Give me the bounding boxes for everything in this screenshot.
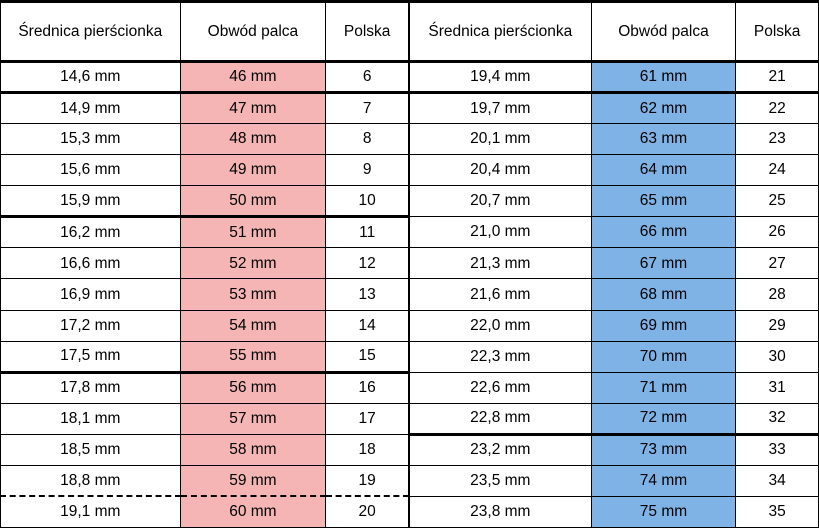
cell-polish-size: 8 — [326, 124, 409, 155]
cell-polish-size: 15 — [326, 341, 409, 372]
cell-diameter: 14,6 mm — [1, 62, 181, 93]
cell-diameter: 22,8 mm — [410, 403, 592, 434]
cell-circumference: 52 mm — [180, 248, 326, 279]
cell-diameter: 18,5 mm — [1, 434, 181, 465]
cell-circumference: 54 mm — [180, 310, 326, 341]
cell-diameter: 18,8 mm — [1, 465, 181, 496]
cell-polish-size: 25 — [736, 186, 819, 217]
cell-circumference: 58 mm — [180, 434, 326, 465]
cell-circumference: 47 mm — [180, 93, 326, 124]
cell-circumference: 70 mm — [591, 341, 736, 372]
cell-polish-size: 12 — [326, 248, 409, 279]
cell-diameter: 21,6 mm — [410, 279, 592, 310]
cell-circumference: 60 mm — [180, 496, 326, 527]
cell-diameter: 19,7 mm — [410, 93, 592, 124]
cell-circumference: 73 mm — [591, 434, 736, 465]
table-row — [1, 279, 409, 310]
cell-circumference: 59 mm — [180, 465, 326, 496]
cell-polish-size: 9 — [326, 155, 409, 186]
header-row-right — [410, 2, 819, 62]
cell-circumference: 75 mm — [591, 496, 736, 527]
table-row — [410, 93, 819, 124]
header-row-left — [1, 2, 409, 62]
cell-diameter: 16,6 mm — [1, 248, 181, 279]
cell-circumference: 63 mm — [591, 124, 736, 155]
cell-diameter: 17,8 mm — [1, 372, 181, 403]
cell-polish-size: 21 — [736, 62, 819, 93]
table-row — [410, 496, 819, 527]
cell-circumference: 72 mm — [591, 403, 736, 434]
cell-polish-size: 30 — [736, 341, 819, 372]
cell-circumference: 67 mm — [591, 248, 736, 279]
table-row — [1, 403, 409, 434]
table-row — [410, 341, 819, 372]
cell-polish-size: 14 — [326, 310, 409, 341]
cell-polish-size: 13 — [326, 279, 409, 310]
cell-diameter: 22,0 mm — [410, 310, 592, 341]
cell-diameter: 19,1 mm — [1, 496, 181, 527]
cell-diameter: 22,3 mm — [410, 341, 592, 372]
table-row — [1, 341, 409, 372]
table-row — [410, 465, 819, 496]
cell-diameter: 14,9 mm — [1, 93, 181, 124]
cell-polish-size: 23 — [736, 124, 819, 155]
cell-polish-size: 33 — [736, 434, 819, 465]
table-row — [1, 62, 409, 93]
header-circumference-right: Obwód palca — [591, 2, 736, 62]
table-row — [1, 186, 409, 217]
table-row — [410, 248, 819, 279]
table-row — [1, 465, 409, 496]
cell-circumference: 53 mm — [180, 279, 326, 310]
cell-circumference: 68 mm — [591, 279, 736, 310]
cell-circumference: 74 mm — [591, 465, 736, 496]
cell-polish-size: 32 — [736, 403, 819, 434]
cell-circumference: 64 mm — [591, 155, 736, 186]
table-row — [1, 93, 409, 124]
table-row — [410, 155, 819, 186]
cell-polish-size: 6 — [326, 62, 409, 93]
table-row — [410, 217, 819, 248]
cell-polish-size: 28 — [736, 279, 819, 310]
cell-diameter: 18,1 mm — [1, 403, 181, 434]
cell-polish-size: 29 — [736, 310, 819, 341]
table-row — [1, 372, 409, 403]
cell-diameter: 22,6 mm — [410, 372, 592, 403]
cell-polish-size: 20 — [326, 496, 409, 527]
table-row — [1, 310, 409, 341]
cell-polish-size: 34 — [736, 465, 819, 496]
cell-polish-size: 35 — [736, 496, 819, 527]
table-row — [410, 310, 819, 341]
table-body-right — [410, 62, 819, 528]
cell-circumference: 69 mm — [591, 310, 736, 341]
header-diameter-left: Średnica pierścionka — [1, 2, 181, 62]
table-row — [410, 279, 819, 310]
header-polish-size-right: Polska — [736, 2, 819, 62]
cell-diameter: 20,1 mm — [410, 124, 592, 155]
cell-diameter: 17,5 mm — [1, 341, 181, 372]
table-head-right — [410, 2, 819, 62]
header-circumference-left: Obwód palca — [180, 2, 326, 62]
table-row — [410, 372, 819, 403]
table-row — [1, 217, 409, 248]
cell-diameter: 23,8 mm — [410, 496, 592, 527]
cell-polish-size: 18 — [326, 434, 409, 465]
cell-circumference: 48 mm — [180, 124, 326, 155]
table-row — [1, 155, 409, 186]
cell-diameter: 21,3 mm — [410, 248, 592, 279]
cell-polish-size: 10 — [326, 186, 409, 217]
table-row — [410, 403, 819, 434]
cell-diameter: 15,3 mm — [1, 124, 181, 155]
cell-circumference: 56 mm — [180, 372, 326, 403]
cell-diameter: 16,9 mm — [1, 279, 181, 310]
cell-polish-size: 31 — [736, 372, 819, 403]
cell-circumference: 51 mm — [180, 217, 326, 248]
cell-diameter: 17,2 mm — [1, 310, 181, 341]
header-diameter-right: Średnica pierścionka — [410, 2, 592, 62]
cell-circumference: 49 mm — [180, 155, 326, 186]
ring-size-table-left — [0, 0, 409, 528]
ring-size-table-right — [409, 0, 819, 528]
cell-circumference: 62 mm — [591, 93, 736, 124]
cell-circumference: 71 mm — [591, 372, 736, 403]
header-polish-size-left: Polska — [326, 2, 409, 62]
cell-polish-size: 11 — [326, 217, 409, 248]
table-row — [1, 124, 409, 155]
table-body-left — [1, 62, 409, 528]
cell-diameter: 20,7 mm — [410, 186, 592, 217]
cell-diameter: 23,2 mm — [410, 434, 592, 465]
cell-polish-size: 27 — [736, 248, 819, 279]
cell-circumference: 55 mm — [180, 341, 326, 372]
table-row — [410, 62, 819, 93]
table-row — [410, 186, 819, 217]
cell-diameter: 21,0 mm — [410, 217, 592, 248]
cell-circumference: 65 mm — [591, 186, 736, 217]
cell-polish-size: 16 — [326, 372, 409, 403]
cell-diameter: 15,6 mm — [1, 155, 181, 186]
table-head-left — [1, 2, 409, 62]
cell-polish-size: 7 — [326, 93, 409, 124]
cell-polish-size: 24 — [736, 155, 819, 186]
cell-circumference: 50 mm — [180, 186, 326, 217]
cell-diameter: 23,5 mm — [410, 465, 592, 496]
cell-circumference: 61 mm — [591, 62, 736, 93]
table-row — [410, 124, 819, 155]
cell-diameter: 20,4 mm — [410, 155, 592, 186]
cell-polish-size: 22 — [736, 93, 819, 124]
cell-polish-size: 19 — [326, 465, 409, 496]
table-row — [1, 248, 409, 279]
cell-diameter: 16,2 mm — [1, 217, 181, 248]
cell-diameter: 19,4 mm — [410, 62, 592, 93]
cell-diameter: 15,9 mm — [1, 186, 181, 217]
cell-circumference: 57 mm — [180, 403, 326, 434]
table-row — [1, 434, 409, 465]
cell-circumference: 66 mm — [591, 217, 736, 248]
cell-polish-size: 26 — [736, 217, 819, 248]
cell-polish-size: 17 — [326, 403, 409, 434]
cell-circumference: 46 mm — [180, 62, 326, 93]
table-row — [1, 496, 409, 527]
table-row — [410, 434, 819, 465]
